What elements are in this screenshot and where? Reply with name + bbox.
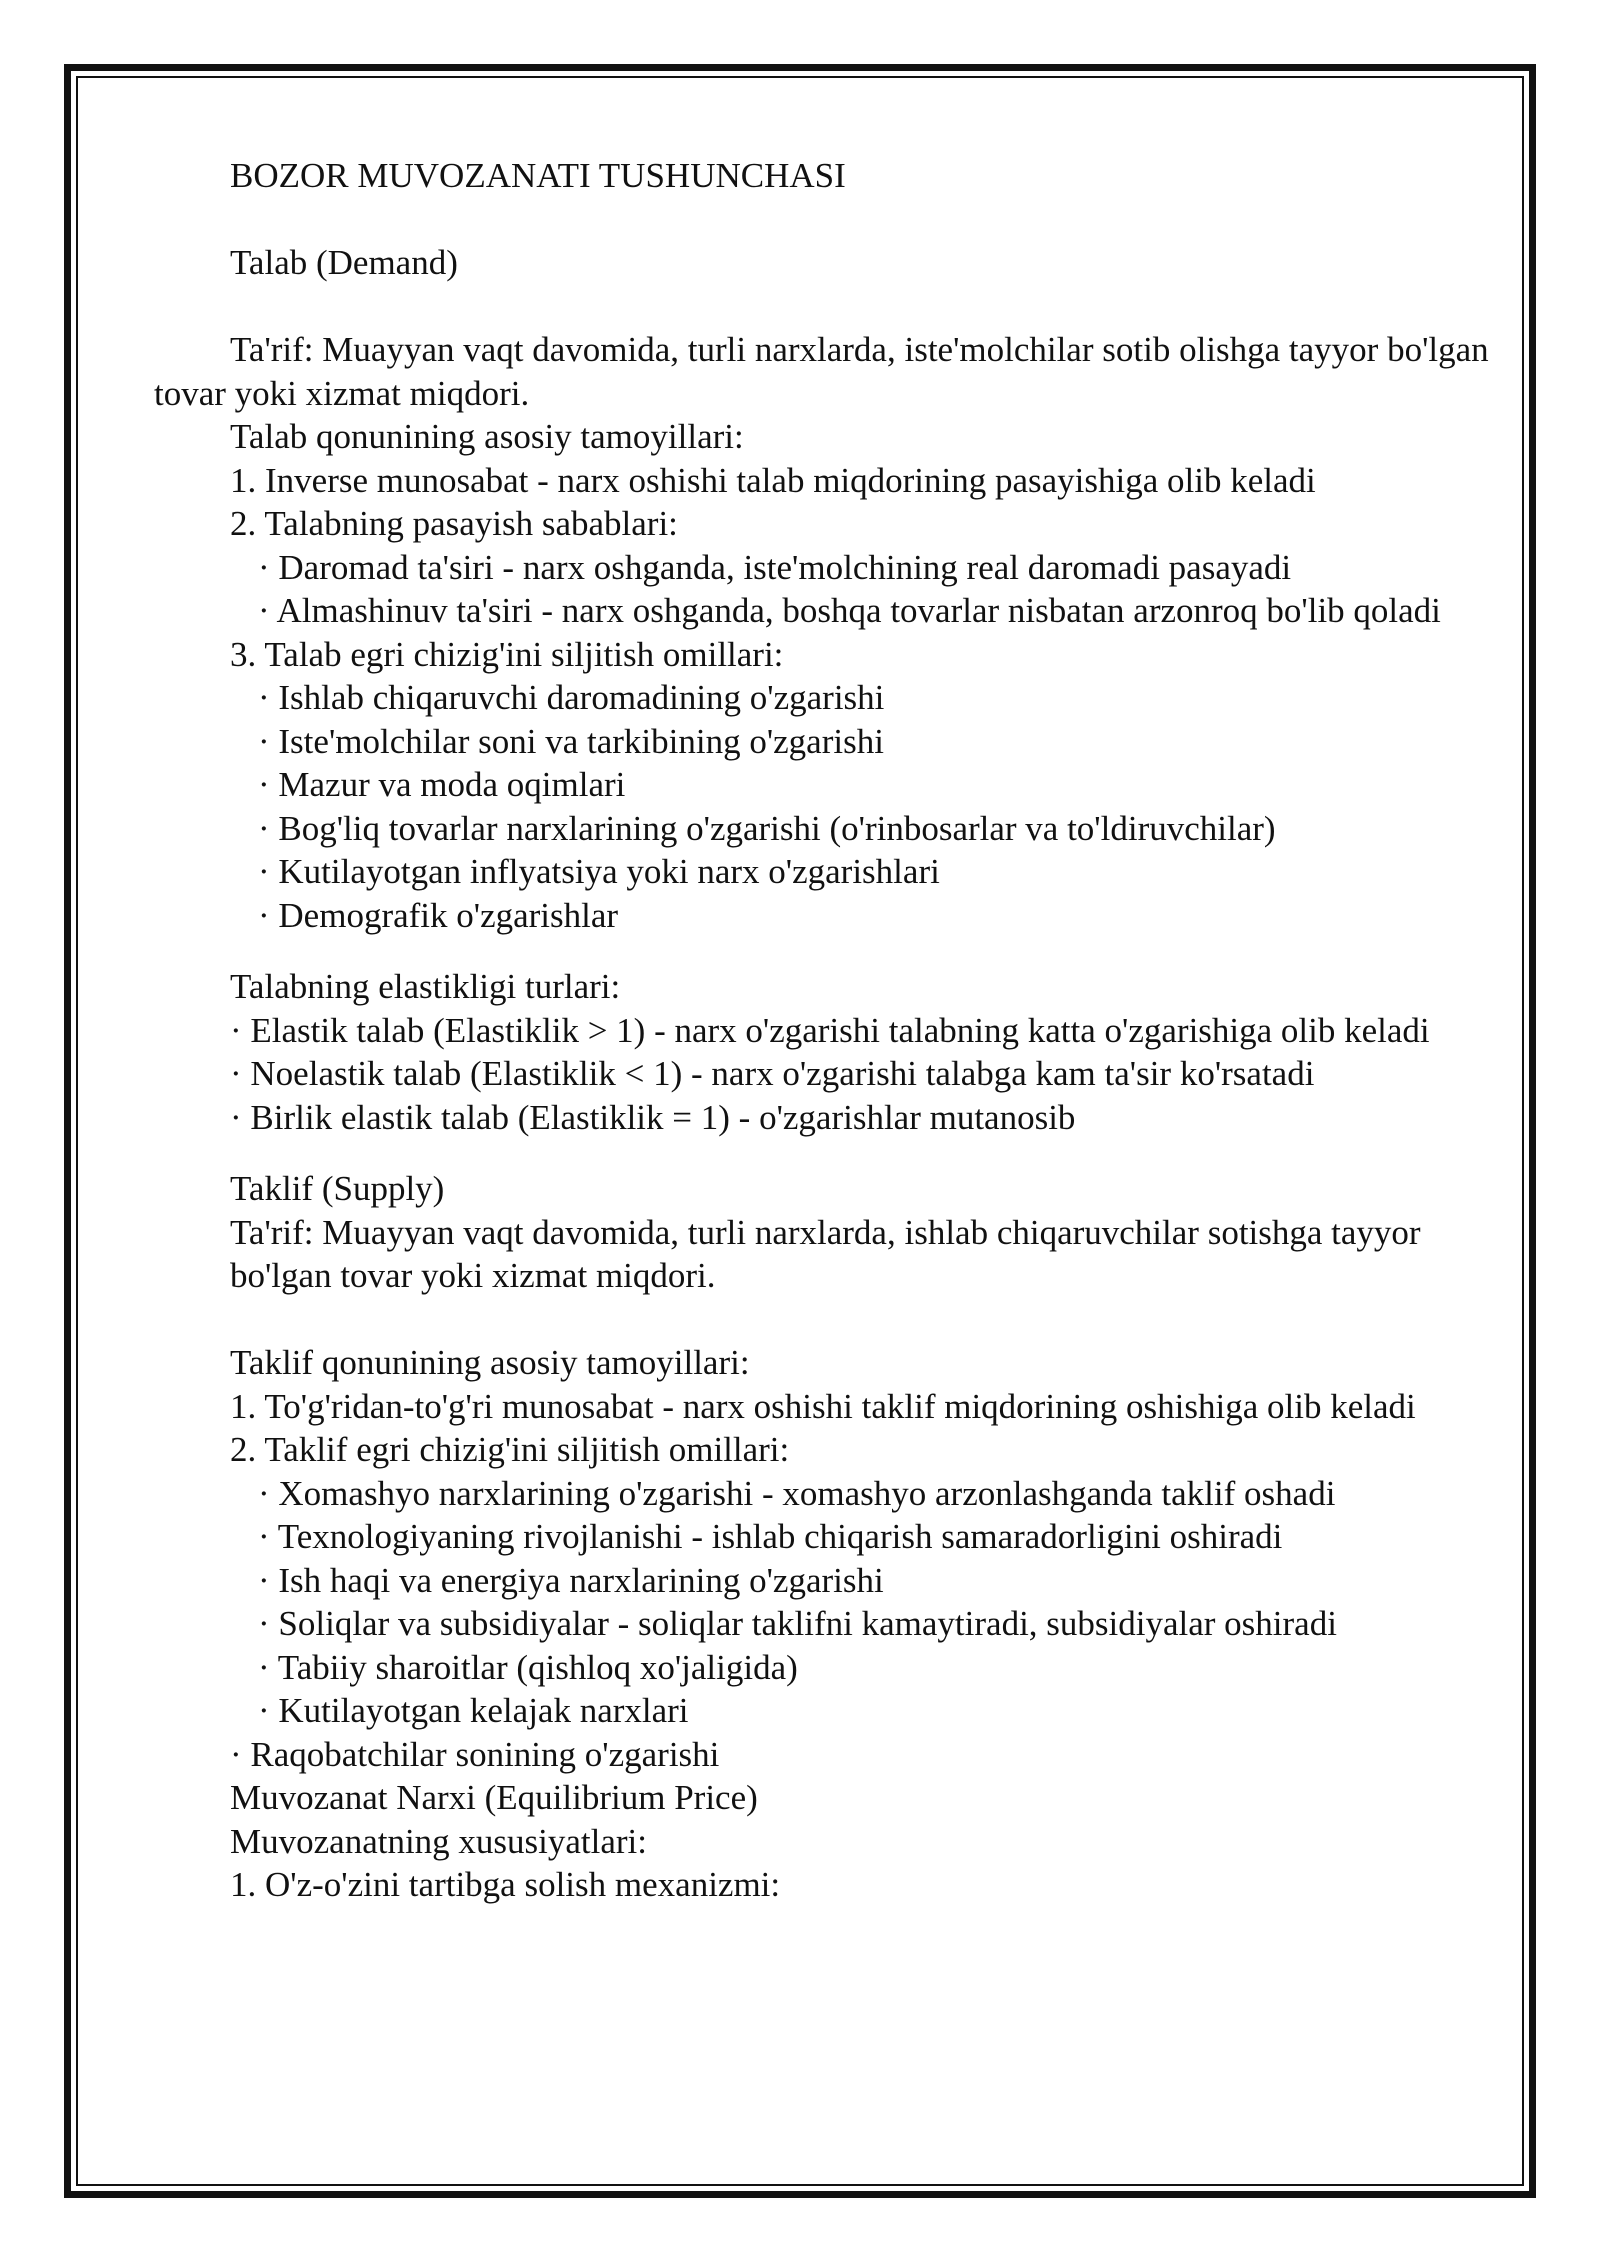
supply-item-2-bullet: · Tabiiy sharoitlar (qishloq xo'jaligida) bbox=[154, 1646, 1494, 1690]
equilibrium-heading: Muvozanat Narxi (Equilibrium Price) bbox=[230, 1778, 758, 1817]
demand-item-3-bullet: · Kutilayotgan inflyatsiya yoki narx o'zgarishlari bbox=[154, 850, 1494, 894]
supply-item-2-bullet: · Ish haqi va energiya narxlarining o'zgarishi bbox=[154, 1559, 1494, 1603]
demand-definition: Ta'rif: Muayyan vaqt davomida, turli narxlarda, iste'molchilar sotib olishga tayyor bo'lgan tovar yoki xizmat miqdori. bbox=[154, 330, 1489, 413]
equilibrium-item-1: 1. O'z-o'zini tartibga solish mexanizmi: bbox=[230, 1865, 781, 1904]
demand-item-3-bullet: · Bog'liq tovarlar narxlarining o'zgarishi (o'rinbosarlar va to'ldiruvchilar) bbox=[154, 807, 1494, 851]
elasticity-bullet: · Elastik talab (Elastiklik > 1) - narx o'zgarishi talabning katta o'zgarishiga olib keladi bbox=[154, 1009, 1494, 1053]
demand-item-3: 3. Talab egri chizig'ini siljitish omillari: bbox=[230, 634, 784, 674]
demand-item-3-bullet: · Mazur va moda oqimlari bbox=[154, 763, 1494, 807]
supply-item-2-bullet: · Soliqlar va subsidiyalar - soliqlar taklifni kamaytiradi, subsidiyalar oshiradi bbox=[154, 1602, 1494, 1646]
demand-item-3-bullet: · Demografik o'zgarishlar bbox=[154, 894, 1494, 938]
demand-heading: Talab (Demand) bbox=[230, 243, 458, 282]
elasticity-bullet: · Birlik elastik talab (Elastiklik = 1) - o'zgarishlar mutanosib bbox=[154, 1096, 1494, 1140]
supply-definition: Ta'rif: Muayyan vaqt davomida, turli narxlarda, ishlab chiqaruvchilar sotishga tayyor bo'lgan tovar yoki xizmat miqdori. bbox=[230, 1212, 1421, 1295]
supply-principles-heading: Taklif qonunining asosiy tamoyillari: bbox=[230, 1343, 750, 1382]
supply-extra-bullet: · Raqobatchilar sonining o'zgarishi bbox=[154, 1733, 1494, 1777]
document-body bbox=[154, 154, 1494, 1907]
demand-principles-heading: Talab qonunining asosiy tamoyillari: bbox=[230, 417, 744, 456]
supply-item-2-bullet: · Kutilayotgan kelajak narxlari bbox=[154, 1689, 1494, 1733]
demand-item-3-bullet: · Ishlab chiqaruvchi daromadining o'zgarishi bbox=[154, 676, 1494, 720]
elasticity-heading: Talabning elastikligi turlari: bbox=[230, 967, 621, 1006]
demand-item-2: 2. Talabning pasayish sabablari: bbox=[230, 504, 678, 543]
equilibrium-features-heading: Muvozanatning xususiyatlari: bbox=[230, 1821, 648, 1861]
supply-item-2-bullet: · Xomashyo narxlarining o'zgarishi - xomashyo arzonlashganda taklif oshadi bbox=[154, 1472, 1494, 1516]
supply-item-2-bullet: · Texnologiyaning rivojlanishi - ishlab chiqarish samaradorligini oshiradi bbox=[154, 1515, 1494, 1559]
elasticity-bullet: · Noelastik talab (Elastiklik < 1) - narx o'zgarishi talabga kam ta'sir ko'rsatadi bbox=[154, 1052, 1494, 1096]
supply-heading: Taklif (Supply) bbox=[230, 1169, 445, 1208]
demand-item-1: 1. Inverse munosabat - narx oshishi talab miqdorining pasayishiga olib keladi bbox=[230, 460, 1316, 500]
supply-item-1: 1. To'g'ridan-to'g'ri munosabat - narx oshishi taklif miqdorining oshishiga olib keladi bbox=[230, 1386, 1416, 1426]
document-title: BOZOR MUVOZANATI TUSHUNCHASI bbox=[230, 156, 846, 195]
demand-item-3-bullet: · Iste'molchilar soni va tarkibining o'zgarishi bbox=[154, 720, 1494, 764]
supply-item-2: 2. Taklif egri chizig'ini siljitish omillari: bbox=[230, 1430, 790, 1469]
demand-item-2-bullet: · Daromad ta'siri - narx oshganda, iste'molchining real daromadi pasayadi bbox=[154, 546, 1494, 590]
demand-item-2-bullet: · Almashinuv ta'siri - narx oshganda, boshqa tovarlar nisbatan arzonroq bo'lib qoladi bbox=[154, 589, 1494, 633]
